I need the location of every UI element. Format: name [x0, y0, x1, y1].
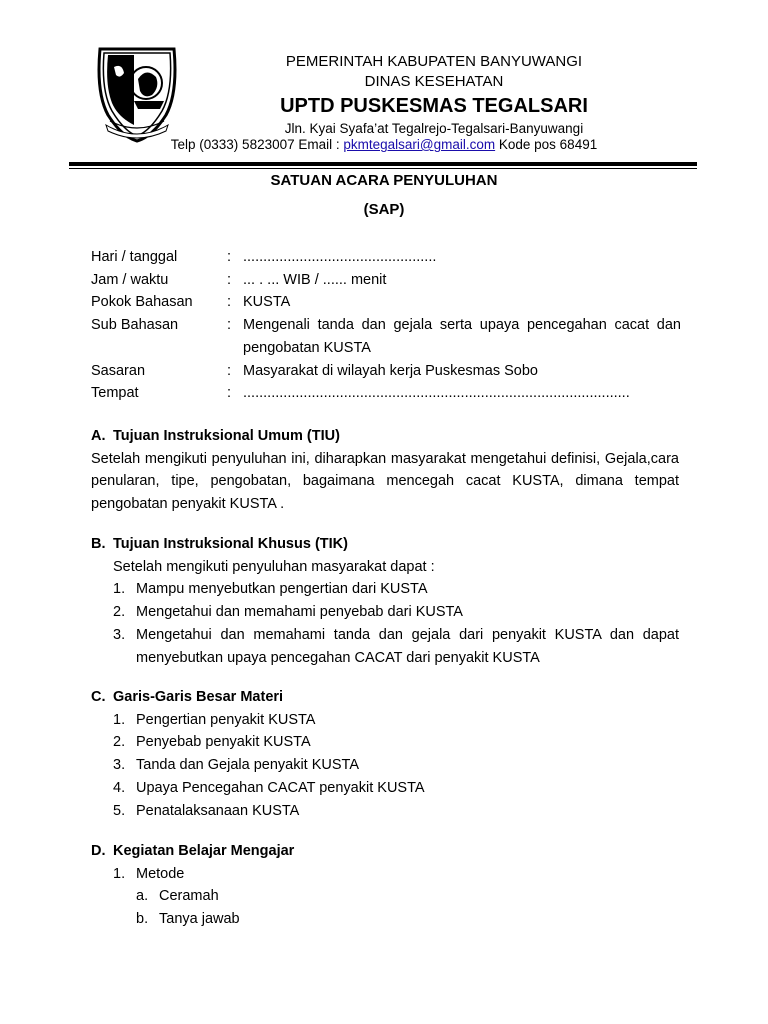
list-number: 3. [113, 626, 126, 643]
list-item [91, 731, 679, 754]
section-letter: A. [91, 428, 106, 444]
sublist-item [91, 908, 679, 931]
list-text: Mengetahui dan memahami penyebab dari KUSTA [136, 604, 463, 621]
letterhead-government: PEMERINTAH KABUPATEN BANYUWANGI [285, 53, 583, 70]
list-text: Tanda dan Gejala penyakit KUSTA [136, 757, 360, 774]
letterhead-address: Jln. Kyai Syafa’at Tegalrejo-Tegalsari-Banyuwangi [284, 121, 584, 136]
list-number: 1. [113, 865, 126, 882]
info-table [91, 246, 681, 405]
list-item [91, 709, 679, 732]
numbered-list [91, 863, 679, 886]
info-label: Sub Bahasan [91, 317, 179, 334]
section-a [91, 425, 679, 516]
info-label: Jam / waktu [91, 271, 169, 288]
section-letter: C. [91, 689, 106, 705]
list-number: 1. [113, 711, 126, 728]
section-heading [91, 686, 679, 709]
sublist-text: Tanya jawab [159, 911, 240, 928]
letterhead-contact [0, 136, 768, 153]
section-paragraph: Setelah mengikuti penyuluhan ini, diharapkan masyarakat mengetahui definisi, Gejala,cara penularan, tipe, pengobatan, bagaimana mencegah cacat KUSTA, dimana tempat pengobatan penyakit KUSTA . [91, 450, 679, 513]
sublist-text: Ceramah [159, 888, 219, 905]
list-text: Mengetahui dan memahami tanda dan gejala dari penyakit KUSTA dan dapat menyebutkan upaya pencegahan CACAT dari penyakit KUSTA [136, 626, 679, 666]
info-colon: : [227, 385, 232, 402]
letterhead-institution: UPTD PUSKESMAS TEGALSARI [280, 95, 588, 117]
section-title: Kegiatan Belajar Mengajar [113, 843, 295, 859]
document-subtitle: (SAP) [363, 201, 405, 218]
section-b [91, 533, 679, 669]
info-colon: : [227, 271, 232, 288]
sublist-item [91, 885, 679, 908]
list-number: 2. [113, 734, 126, 751]
info-value: Mengenali tanda dan gejala serta upaya pencegahan cacat dan pengobatan KUSTA [243, 317, 681, 356]
info-value: ................................................ [243, 249, 437, 265]
section-c [91, 686, 679, 822]
list-item [91, 624, 679, 669]
list-text: Pengertian penyakit KUSTA [136, 711, 316, 728]
info-label: Sasaran [91, 362, 146, 379]
info-row [91, 360, 681, 383]
list-text: Metode [136, 865, 185, 882]
info-label: Hari / tanggal [91, 249, 178, 265]
list-text: Mampu menyebutkan pengertian dari KUSTA [136, 581, 428, 598]
letterhead-department: DINAS KESEHATAN [364, 73, 504, 90]
letterhead [186, 52, 682, 137]
section-letter: D. [91, 843, 106, 859]
info-row [91, 269, 681, 292]
contact-prefix: Telp (0333) 5823007 Email : [170, 137, 344, 152]
info-row [91, 246, 681, 269]
list-item [91, 863, 679, 886]
info-label: Pokok Bahasan [91, 294, 193, 311]
info-row [91, 382, 681, 405]
letterhead-divider-thick [69, 162, 697, 166]
list-text: Penatalaksanaan KUSTA [136, 802, 300, 819]
section-heading [91, 425, 679, 448]
list-item [91, 754, 679, 777]
list-item [91, 578, 679, 601]
section-title: Garis-Garis Besar Materi [113, 689, 284, 705]
section-title: Tujuan Instruksional Umum (TIU) [113, 428, 340, 444]
list-number: 4. [113, 779, 126, 796]
info-row [91, 314, 681, 359]
list-number: 1. [113, 581, 126, 598]
list-number: 2. [113, 604, 126, 621]
info-colon: : [227, 317, 232, 334]
section-intro: Setelah mengikuti penyuluhan masyarakat dapat : [113, 558, 435, 575]
section-heading [91, 840, 679, 863]
info-label: Tempat [91, 385, 139, 402]
numbered-list [91, 709, 679, 823]
list-item [91, 777, 679, 800]
info-colon: : [227, 362, 232, 379]
lettered-sublist [91, 885, 679, 930]
document-title: SATUAN ACARA PENYULUHAN [270, 172, 498, 189]
contact-suffix: Kode pos 68491 [495, 137, 598, 152]
email-link[interactable]: pkmtegalsari@gmail.com [343, 137, 496, 152]
info-value: Masyarakat di wilayah kerja Puskesmas Sobo [243, 362, 538, 379]
banyuwangi-coat-of-arms-icon [94, 43, 180, 143]
info-row [91, 291, 681, 314]
sublist-letter: a. [136, 888, 149, 905]
list-item [91, 601, 679, 624]
section-letter: B. [91, 536, 106, 552]
list-item [91, 800, 679, 823]
info-value: ... . ... WIB / ...... menit [243, 271, 387, 288]
list-number: 3. [113, 757, 126, 774]
section-title: Tujuan Instruksional Khusus (TIK) [113, 536, 348, 552]
list-text: Penyebab penyakit KUSTA [136, 734, 311, 751]
numbered-list [91, 578, 679, 669]
info-value: ................................................................................................ [243, 385, 630, 402]
info-colon: : [227, 249, 232, 265]
info-colon: : [227, 294, 232, 311]
list-text: Upaya Pencegahan CACAT penyakit KUSTA [136, 779, 425, 796]
section-d [91, 840, 679, 931]
letterhead-divider-thin [69, 168, 697, 169]
section-heading [91, 533, 679, 556]
info-value: KUSTA [243, 294, 291, 311]
sublist-letter: b. [136, 911, 149, 928]
list-number: 5. [113, 802, 126, 819]
